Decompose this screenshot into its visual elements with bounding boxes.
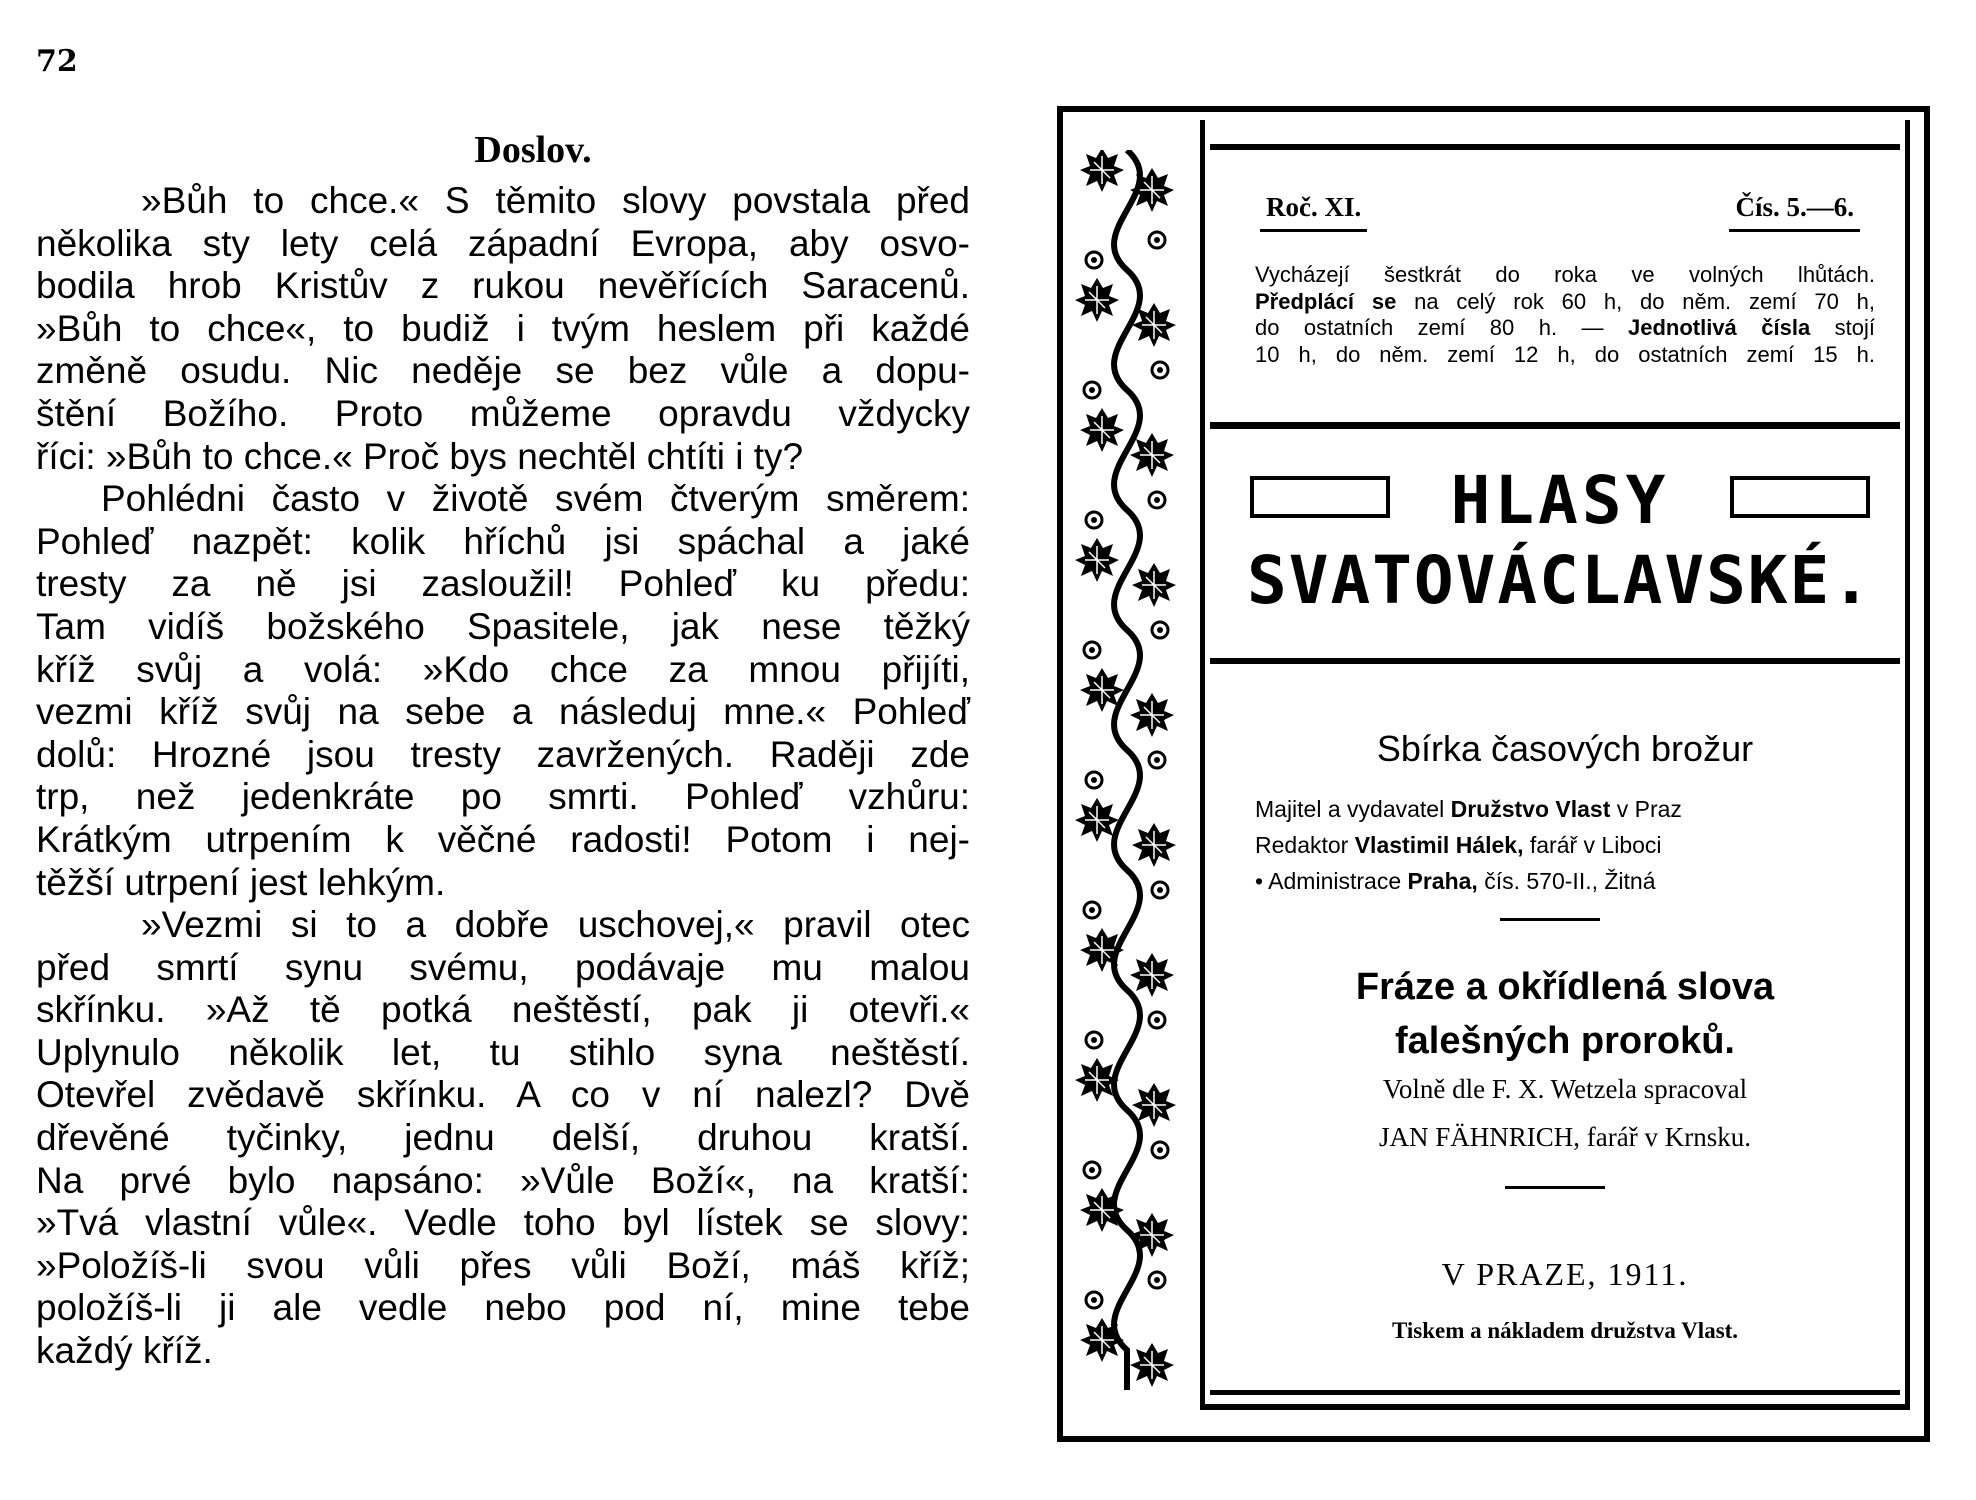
publisher-line: Majitel a vydavatel Družstvo Vlast v Praz: [1255, 796, 1682, 822]
afterword-line: Pohlédni často v životě svém čtverým směrem:: [101, 478, 970, 520]
afterword-line: »Bůh to chce«, to budiž i tvým heslem při každé: [36, 307, 970, 349]
afterword-line: Na prvé bylo napsáno: »Vůle Boží«, na kratší:: [36, 1159, 970, 1201]
afterword-line: Pohleď nazpět: kolik hříchů jsi spáchal a jaké: [36, 520, 970, 562]
bottom-rule: [1210, 1390, 1900, 1395]
masthead-rule-top: [1210, 422, 1900, 429]
afterword-line: těžší utrpení jest lehkým.: [36, 861, 446, 903]
afterword-line: kříž svůj a volá: »Kdo chce za mnou přijíti,: [36, 648, 970, 690]
series-name: Sbírka časových brožur: [1376, 728, 1754, 769]
subscription-line-2: Předplácí se na celý rok 60 h, do něm. zemí 70 h,: [1255, 288, 1875, 314]
subscription-line-3: do ostatních zemí 80 h. — Jednotlivá čísla stojí: [1255, 315, 1875, 340]
divider-rule-2: [1505, 1186, 1605, 1189]
divider-rule-1: [1500, 918, 1600, 921]
subscription-line-4: 10 h, do něm. zemí 12 h, do ostatních zemí 15 h.: [1255, 341, 1875, 367]
subscription-info: [1255, 262, 1875, 368]
author-credit: JAN FÄHNRICH, farář v Krnsku.: [1379, 1122, 1751, 1152]
afterword-line: Tam vidíš božského Spasitele, jak nese těžký: [36, 605, 970, 647]
afterword-title: Doslov.: [474, 129, 592, 171]
afterword-text: [36, 180, 970, 1373]
afterword-line: říci: »Bůh to chce.« Proč bys nechtěl chtíti i ty?: [36, 435, 804, 477]
vine-ornament-icon: [1072, 150, 1182, 1390]
administration-line: • Administrace Praha, čís. 570-II., Žitná: [1255, 868, 1656, 894]
top-rule: [1210, 144, 1900, 150]
work-title-line-2: falešných proroků.: [1395, 1020, 1735, 1062]
afterword-line: Krátkým utrpením k věčné radosti! Potom i nej-: [36, 818, 970, 860]
place-and-year: V PRAZE, 1911.: [1441, 1256, 1689, 1292]
afterword-line: Otevřel zvědavě skřínku. A co v ní nalezl? Dvě: [36, 1074, 970, 1116]
afterword-line: položíš-li ji ale vedle nebo pod ní, mine tebe: [36, 1287, 970, 1329]
afterword-line: bodila hrob Kristův z rukou nevěřících Saracenů.: [36, 265, 970, 307]
page-number: 72: [36, 44, 78, 79]
work-title-line-1: Fráze a okřídlená slova: [1355, 966, 1775, 1008]
afterword-line: »Položíš-li svou vůli přes vůli Boží, máš kříž;: [36, 1244, 970, 1286]
afterword-line: vezmi kříž svůj na sebe a následuj mne.« Pohleď: [36, 691, 970, 733]
afterword-line: »Vezmi si to a dobře uschovej,« pravil otec: [141, 904, 970, 946]
volume-number: Roč. XI.: [1260, 192, 1367, 232]
afterword-line: trp, než jedenkráte po smrti. Pohleď vzhůru:: [36, 776, 970, 818]
subscription-line-1: Vycházejí šestkrát do roka ve volných lhůtách.: [1255, 262, 1875, 287]
afterword-line: »Tvá vlastní vůle«. Vedle toho byl lístek se slovy:: [36, 1202, 970, 1244]
afterword-line: štění Božího. Proto můžeme opravdu vždycky: [36, 392, 970, 434]
afterword-line: dolů: Hrozné jsou tresty zavržených. Raději zde: [36, 733, 970, 775]
issue-line: [1260, 192, 1860, 236]
afterword-line: »Bůh to chce.« S těmito slovy povstala před: [141, 180, 970, 221]
editor-line: Redaktor Vlastimil Hálek, farář v Liboci: [1255, 832, 1662, 858]
afterword-line: několika sty lety celá západní Evropa, aby osvo-: [36, 222, 970, 264]
afterword-line: tresty za ně jsi zasloužil! Pohleď ku předu:: [36, 563, 970, 605]
issue-number: Čís. 5.—6.: [1729, 192, 1860, 232]
afterword-page: [36, 128, 970, 1398]
afterword-line: skřínku. »Až tě potká neštěstí, pak ji otevři.«: [36, 989, 970, 1031]
afterword-line: dřevěné tyčinky, jednu delší, druhou kratší.: [36, 1117, 970, 1159]
afterword-line: každý kříž.: [36, 1330, 213, 1372]
adaptation-credit: Volně dle F. X. Wetzela spracoval: [1382, 1074, 1748, 1104]
masthead-rule-bottom: [1210, 658, 1900, 664]
afterword-line: změně osudu. Nic neděje se bez vůle a dopu-: [36, 350, 970, 392]
printer-line: Tiskem a nákladem družstva Vlast.: [1391, 1318, 1739, 1343]
afterword-line: Uplynulo několik let, tu stihlo syna neštěstí.: [36, 1031, 970, 1073]
afterword-line: před smrtí synu svému, podávaje mu malou: [36, 946, 970, 988]
masthead-line-1: HLASY: [1450, 462, 1670, 539]
masthead-line-2: SVATOVÁCLAVSKÉ.: [1246, 542, 1874, 619]
